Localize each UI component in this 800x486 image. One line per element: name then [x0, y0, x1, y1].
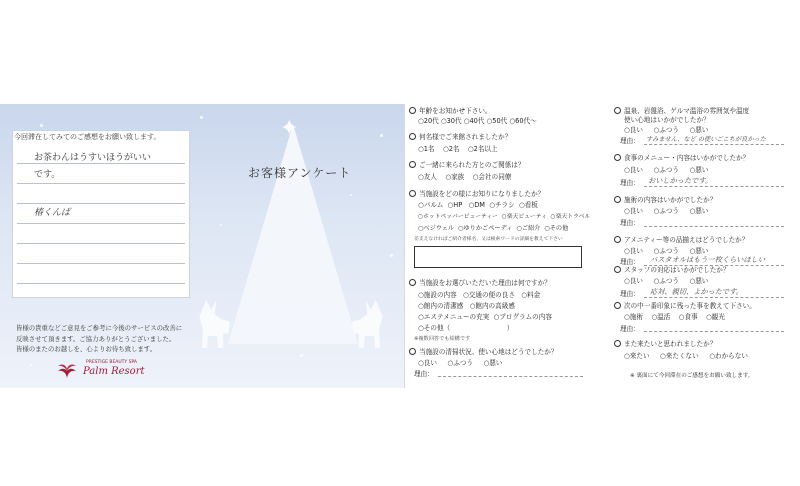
treatment-reason-label: 理由： — [620, 219, 640, 227]
reason-options-row1[interactable]: ○施設の内容 ○交通の便の良さ ○料金 — [418, 291, 541, 299]
staff-options[interactable]: ○良い ○ふつう ○悪い — [624, 277, 709, 285]
reindeer-illustration — [352, 300, 386, 348]
staff-reason-label: 理由： — [620, 290, 640, 298]
staff-handwritten-reason: 応対、親切、よかったです。 — [650, 287, 743, 296]
question-party-size: 何名様でご来館されましたか？ — [409, 133, 511, 141]
reason-options-row3[interactable]: ○エステメニューの充実 ○プログラムの内容 — [418, 313, 552, 321]
question-bath-line2: 使い心地はいかがでしたか？ — [624, 116, 710, 124]
question-staff: スタッフの対応はいかがでしたか？ — [614, 266, 730, 274]
question-treatment: 施術の内容はいかがでしたか？ — [614, 196, 716, 204]
handwritten-comment-line-2: です。 — [34, 170, 61, 180]
bath-reason-label: 理由： — [620, 137, 640, 145]
question-cleanliness: 当施設の清掃状況、使い心地はどうでしたか？ — [409, 348, 557, 356]
meal-handwritten-reason: おいしかったです。 — [648, 176, 713, 185]
reindeer-illustration — [196, 300, 230, 348]
logo-tagline: PRESTIGE BEAUTY SPA — [86, 360, 137, 365]
thanks-line: 反映させて頂きます。ご協力ありがとうございました。 — [16, 334, 176, 343]
meal-reason-label: 理由： — [620, 179, 640, 187]
star-icon: ✦ — [280, 116, 299, 141]
revisit-footnote: ※ 裏面にて今回滞在のご感想をお願い致します。 — [630, 373, 754, 379]
cleanliness-reason-field[interactable] — [438, 376, 583, 377]
survey-title: お客様アンケート — [248, 166, 352, 180]
reason-options-row2[interactable]: ○館内の清潔感 ○館内の高級感 — [418, 302, 515, 310]
amenity-handwritten-reason: バスタオルはもう一枚くらいほしい — [650, 255, 766, 264]
referral-detail-field[interactable] — [414, 246, 582, 268]
age-options[interactable]: ○20代 ○30代 ○40代 ○50代 ○60代〜 — [418, 117, 537, 125]
question-bath: 温泉、岩盤浴、ゲルマ温浴の雰囲気や温度 — [614, 107, 749, 115]
reason-note: ※複数回答でも結構です — [414, 336, 471, 342]
thanks-message — [16, 323, 182, 355]
question-amenity: アメニティー等の品揃えはどうでしたか？ — [614, 236, 748, 244]
revisit-options[interactable]: ○来たい ○来たくない ○わからない — [624, 352, 748, 360]
impression-reason-field[interactable] — [644, 331, 784, 332]
meal-options[interactable]: ○良い ○ふつう ○悪い — [624, 166, 709, 174]
question-revisit: また来たいと思われましたか？ — [614, 340, 716, 348]
thanks-line: 皆様のまたのお越しを、心よりお待ち致します。 — [16, 345, 157, 353]
cleanliness-options[interactable]: ○良い ○ふつう ○悪い — [418, 359, 503, 367]
question-how-found: 当施設をどの様にお知りになりましたか？ — [409, 190, 544, 198]
thanks-line: 皆様の貴重などご意見をご参考に今後のサービスの改善に — [16, 324, 183, 332]
question-companion: ご一緒に来られた方とのご関係は？ — [409, 161, 525, 169]
reason-options-row4[interactable]: ○その他（ ） — [418, 324, 514, 332]
staff-reason-field[interactable] — [644, 297, 784, 298]
fold-divider — [404, 104, 405, 388]
how-found-options-row3[interactable]: ○ベジウェル ○ゆりかごペーディ ○ご紹介 ○その他 — [418, 225, 569, 232]
how-found-options-row2[interactable]: ○ホットペッパービューティー ○楽天ビューティ ○楽天トラベル — [418, 214, 591, 220]
treatment-options[interactable]: ○良い ○ふつう ○悪い — [624, 207, 709, 215]
how-found-note: 差支えなければご紹介者様名、又は検索ワードの詳細を教えて下さい — [414, 237, 563, 242]
christmas-tree-illustration — [228, 124, 358, 344]
question-age: 年齢をお知かせ下さい。 — [409, 107, 492, 115]
question-impression: 次の中一番印象に残った事を教えて下さい。 — [614, 302, 756, 310]
treatment-reason-field[interactable] — [644, 226, 784, 227]
cleanliness-reason-label: 理由： — [414, 370, 434, 378]
impression-options[interactable]: ○施術 ○温活 ○食事 ○観光 — [624, 313, 725, 321]
question-reason: 当施設をお選びいただいた理由は何ですか？ — [409, 279, 551, 287]
companion-options[interactable]: ○友人 ○家族 ○会社の同僚 — [418, 173, 512, 181]
party-size-options[interactable]: ○1名 ○2名 ○2名以上 — [418, 145, 498, 153]
handwritten-comment-line-1: お茶わんはうすいほうがいい — [34, 153, 152, 163]
amenity-options[interactable]: ○良い ○ふつう ○悪い — [624, 247, 709, 255]
comment-prompt: 今回滞在してみてのご感想をお願い致します。 — [14, 133, 161, 141]
palm-resort-logo-icon — [56, 362, 78, 380]
how-found-options-row1[interactable]: ○パルム ○HP ○DM ○チラシ ○看板 — [418, 201, 538, 209]
question-meal: 食事のメニュー・内容はいかがでしたか？ — [614, 154, 749, 162]
amenity-reason-label: 理由： — [620, 258, 640, 266]
handwritten-signature: 椿くんば — [34, 208, 71, 218]
logo-name: Palm Resort — [83, 366, 145, 377]
impression-reason-label: 理由： — [620, 325, 640, 333]
bath-handwritten-reason: すみません、など の使いごこちが良かった — [646, 136, 766, 143]
meal-reason-field[interactable] — [644, 186, 784, 187]
bath-reason-field[interactable] — [644, 144, 784, 145]
bath-options[interactable]: ○良い ○ふつう ○悪い — [624, 126, 709, 134]
